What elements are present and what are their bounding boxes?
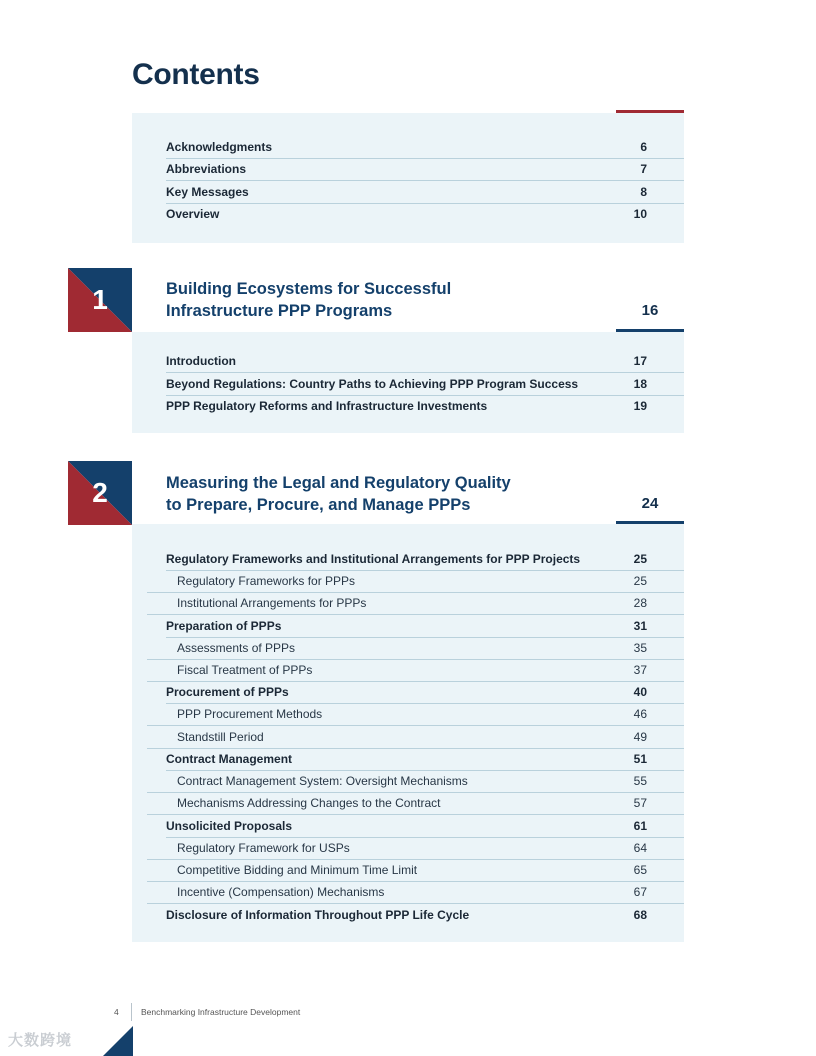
- toc-entry-label: Incentive (Compensation) Mechanisms: [177, 885, 385, 899]
- toc-entry-page: 46: [633, 707, 647, 721]
- toc-entry-label: Overview: [166, 207, 220, 221]
- toc-entry-page: 25: [633, 574, 647, 588]
- toc-subentry[interactable]: [147, 792, 684, 815]
- toc-subentry[interactable]: [147, 837, 684, 860]
- toc-entry-label: Introduction: [166, 354, 236, 368]
- chapter-number: 1: [92, 284, 108, 315]
- toc-entry-label: Beyond Regulations: Country Paths to Achieving PPP Program Success: [166, 377, 579, 391]
- toc-entry[interactable]: [166, 815, 684, 838]
- toc-entry-key-messages[interactable]: [166, 181, 684, 204]
- toc-subentry[interactable]: [147, 881, 684, 904]
- toc-entry-overview[interactable]: [166, 203, 684, 225]
- toc-entry-page: 49: [633, 730, 647, 744]
- toc-entry[interactable]: [166, 748, 684, 771]
- toc-entry-page: 57: [633, 796, 647, 810]
- footer-divider: [131, 1003, 132, 1021]
- page-title: Contents: [132, 58, 260, 91]
- chapter-2-panel: [132, 524, 684, 942]
- chapter-title-line: to Prepare, Procure, and Manage PPPs: [166, 496, 471, 514]
- toc-entry-page: 51: [633, 752, 647, 766]
- toc-entry[interactable]: [166, 350, 684, 373]
- toc-entry-page: 19: [633, 399, 647, 413]
- chapter-1-title[interactable]: [166, 278, 451, 322]
- toc-entry-page: 35: [633, 641, 647, 655]
- toc-entry-label: Standstill Period: [177, 730, 264, 744]
- footer-corner-triangle: [103, 1026, 133, 1056]
- chapter-title-line: Measuring the Legal and Regulatory Quality: [166, 474, 511, 492]
- toc-entry-label: Fiscal Treatment of PPPs: [177, 663, 313, 677]
- toc-entry-page: 37: [633, 663, 647, 677]
- chapter-2-badge: [68, 461, 132, 525]
- toc-subentry[interactable]: [147, 592, 684, 615]
- toc-entry-page: 55: [633, 774, 647, 788]
- chapter-2-title[interactable]: [166, 472, 511, 516]
- watermark-text: 大数跨境: [8, 1032, 73, 1049]
- toc-entry-label: Assessments of PPPs: [177, 641, 296, 655]
- toc-entry-label: Unsolicited Proposals: [166, 819, 293, 833]
- toc-entry-acknowledgments[interactable]: [166, 136, 684, 159]
- toc-entry[interactable]: [166, 904, 684, 926]
- toc-entry-label: Competitive Bidding and Minimum Time Limit: [177, 863, 418, 877]
- toc-subentry[interactable]: [147, 770, 684, 793]
- chapter-1-badge: [68, 268, 132, 332]
- chapter-title-line: Building Ecosystems for Successful: [166, 280, 452, 298]
- toc-entry-page: 65: [633, 863, 647, 877]
- toc-entry[interactable]: [166, 548, 684, 571]
- toc-entry-page: 40: [633, 685, 647, 699]
- toc-entry-page: 64: [633, 841, 647, 855]
- toc-entry-page: 10: [633, 207, 647, 221]
- chapter-1-page: 16: [641, 302, 659, 319]
- toc-entry-label: Contract Management System: Oversight Mechanisms: [177, 774, 468, 788]
- toc-entry-label: Regulatory Frameworks for PPPs: [177, 574, 356, 588]
- toc-subentry[interactable]: [147, 703, 684, 726]
- footer-page-number: 4: [114, 1007, 119, 1017]
- chapter-2-page: 24: [641, 495, 659, 512]
- toc-entry-abbreviations[interactable]: [166, 158, 684, 181]
- toc-entry-page: 17: [633, 354, 647, 368]
- toc-entry-label: PPP Regulatory Reforms and Infrastructure Investments: [166, 399, 488, 413]
- footer-running-title: Benchmarking Infrastructure Development: [141, 1007, 301, 1017]
- toc-subentry[interactable]: [147, 570, 684, 593]
- toc-entry-label: Abbreviations: [166, 162, 247, 176]
- toc-entry-label: Key Messages: [166, 185, 249, 199]
- toc-entry-label: Procurement of PPPs: [166, 685, 289, 699]
- chapter-title-line: Infrastructure PPP Programs: [166, 302, 393, 320]
- toc-entry[interactable]: [166, 373, 684, 396]
- toc-entry-page: 18: [633, 377, 647, 391]
- toc-entry-label: Contract Management: [166, 752, 293, 766]
- toc-entry[interactable]: [166, 395, 684, 417]
- toc-entry-label: Acknowledgments: [166, 140, 273, 154]
- toc-entry-label: Regulatory Frameworks and Institutional Arrangements for PPP Projects: [166, 552, 581, 566]
- toc-entry-label: Mechanisms Addressing Changes to the Contract: [177, 796, 441, 810]
- toc-entry-page: 31: [633, 619, 647, 633]
- toc-entry-label: Institutional Arrangements for PPPs: [177, 596, 367, 610]
- toc-entry-page: 28: [633, 596, 647, 610]
- toc-subentry[interactable]: [147, 859, 684, 882]
- toc-entry-page: 61: [633, 819, 647, 833]
- toc-entry-label: PPP Procurement Methods: [177, 707, 323, 721]
- chapter-number: 2: [92, 477, 108, 508]
- toc-entry[interactable]: [166, 681, 684, 704]
- toc-subentry[interactable]: [147, 637, 684, 660]
- toc-entry-page: 25: [633, 552, 647, 566]
- toc-entry[interactable]: [166, 615, 684, 638]
- toc-entry-label: Disclosure of Information Throughout PPP Life Cycle: [166, 908, 470, 922]
- toc-entry-page: 67: [633, 885, 647, 899]
- toc-entry-label: Regulatory Framework for USPs: [177, 841, 350, 855]
- front-matter-panel: [132, 113, 684, 243]
- toc-entry-page: 6: [640, 140, 647, 154]
- toc-subentry[interactable]: [147, 726, 684, 749]
- toc-entry-page: 8: [640, 185, 647, 199]
- toc-entry-page: 68: [633, 908, 647, 922]
- toc-entry-label: Preparation of PPPs: [166, 619, 282, 633]
- toc-entry-page: 7: [640, 162, 647, 176]
- toc-subentry[interactable]: [147, 659, 684, 682]
- chapter-1-panel: [132, 332, 684, 433]
